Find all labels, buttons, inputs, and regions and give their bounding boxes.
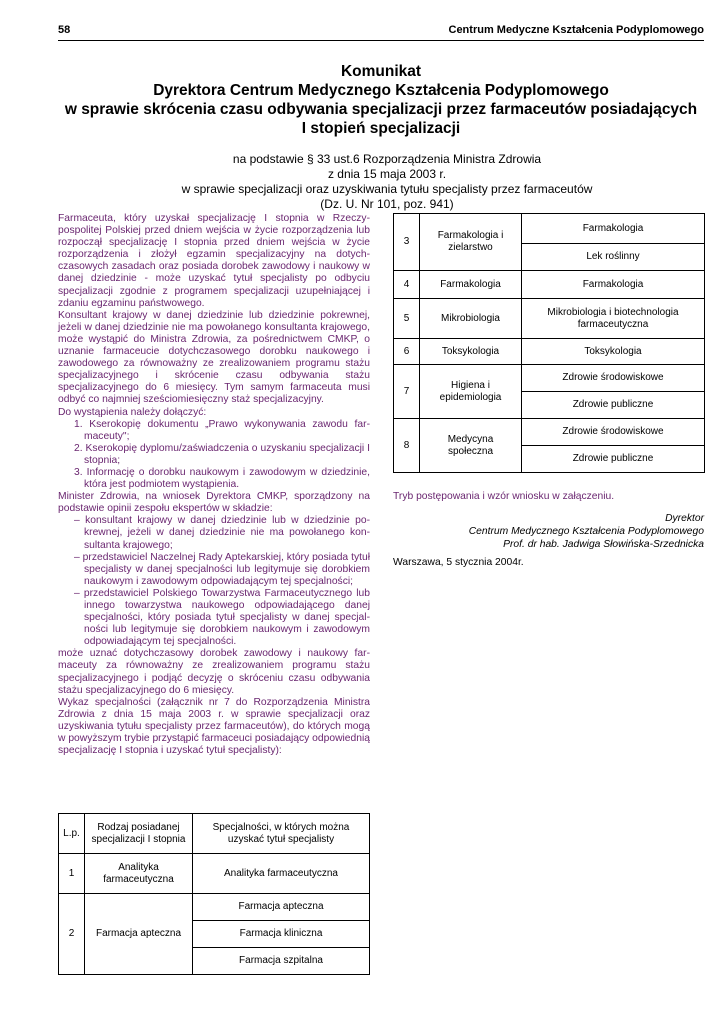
page-number: 58: [58, 24, 71, 36]
table-row: [394, 299, 705, 339]
row-lp: 1: [59, 854, 85, 894]
title-line-2: Dyrektora Centrum Medycznego Kształcenia Podyplomowego: [153, 82, 609, 99]
row-kind: Farmakologia: [420, 271, 522, 299]
row-lp: 6: [394, 339, 420, 365]
row-spec: Zdrowie środowiskowe: [522, 419, 705, 446]
table-row: [394, 365, 705, 392]
table-row: [59, 894, 370, 921]
running-header: Centrum Medyczne Kształcenia Podyplomowego: [448, 24, 704, 36]
row-spec: Farmacja apteczna: [193, 894, 370, 921]
table-row: [394, 339, 705, 365]
legal-line-2: z dnia 15 maja 2003 r.: [327, 167, 447, 181]
table-header-row: [59, 814, 370, 854]
header-lp: L.p.: [59, 814, 85, 854]
header-kind: Rodzaj posiadanej specjalizacji I stopnia: [85, 814, 193, 854]
table-row: [59, 854, 370, 894]
paragraph-consultant: Konsultant krajowy w danej dziedzinie lub dziedzinie pokrewnej, jeżeli w danej dziedzinie nie ma powołanego konsultanta krajowego, może wystąpić do Ministra Zdrowia, za pośrednictwem CMKP, o uznanie farmaceucie dotychczasowego dorobku naukowego i zawodowego za równoważny ze zrealizowaniem programu stażu specjalizacyjnego i skrócenie czasu odbywania stażu specjalizacyjnego do 6 miesięcy. Tym samym farmaceuta musi odbyć co najmniej sześciomiesięczny staż specjalizacyjny.: [58, 309, 370, 406]
title-line-1: Komunikat: [340, 63, 422, 80]
row-lp: 8: [394, 419, 420, 473]
attachment-item-1: 1. Kserokopię dokumentu „Prawo wykonywania zawodu farmaceuty";: [74, 418, 370, 442]
table-row: [394, 214, 705, 244]
signature-role: Dyrektor: [665, 513, 704, 524]
signature-name: Prof. dr hab. Jadwiga Słowińska-Srzednicka: [503, 539, 704, 550]
row-spec: Farmacja szpitalna: [193, 948, 370, 975]
row-lp: 5: [394, 299, 420, 339]
row-spec: Zdrowie środowiskowe: [522, 365, 705, 392]
paragraph-minister: Minister Zdrowia, na wniosek Dyrektora CMKP, sporządzony na podstawie opinii zespołu ekspertów w składzie:: [58, 491, 370, 515]
table-row: [394, 271, 705, 299]
row-spec: Zdrowie publiczne: [522, 446, 705, 473]
row-kind: Higiena i epidemiologia: [420, 365, 522, 419]
row-lp: 3: [394, 214, 420, 271]
specialty-table-part-2: [393, 213, 705, 473]
attachment-item-3: 3. Informację o dorobku naukowym i zawodowym w dziedzinie, która jest podmiotem wystąpienia.: [74, 466, 370, 491]
row-spec: Lek roślinny: [522, 244, 705, 271]
row-lp: 4: [394, 271, 420, 299]
row-kind: Toksykologia: [420, 339, 522, 365]
place-date: Warszawa, 5 stycznia 2004r.: [393, 557, 524, 568]
table-row: [394, 419, 705, 446]
specialty-table-part-1: [58, 813, 370, 975]
header-specs: Specjalności, w których można uzyskać tytuł specjalisty: [193, 814, 370, 854]
row-kind: Farmacja apteczna: [85, 894, 193, 975]
signature-organization: Centrum Medycznego Kształcenia Podyplomowego: [468, 526, 704, 537]
header-rule: [58, 40, 704, 41]
row-kind: Analityka farmaceutyczna: [85, 854, 193, 894]
row-lp: 2: [59, 894, 85, 975]
row-kind: Medycyna społeczna: [420, 419, 522, 473]
expert-item-3: – przedstawiciel Polskiego Towarzystwa Farmaceutycznego lub innego towarzystwa naukowego odpowiadającego danej specjalności, który posiada tytuł specjalisty w danej specjalności lub legitymuje się dorobkiem naukowym i zawodowym odpowiadającym tej specjalności.: [74, 587, 370, 648]
paragraph-decision: może uznać dotychczasowy dorobek zawodowy i naukowy farmaceuty za równoważny ze zrealizowaniem programu stażu specjalizacyjnego i podjąć decyzję o skróceniu czasu odbywania stażu specjalizacyjnego do 6 miesięcy.: [58, 648, 370, 696]
row-kind: Mikrobiologia: [420, 299, 522, 339]
procedure-note: Tryb postępowania i wzór wniosku w załączeniu.: [393, 491, 615, 502]
legal-line-1: na podstawie § 33 ust.6 Rozporządzenia Ministra Zdrowia: [232, 152, 542, 166]
row-spec: Mikrobiologia i biotechnologia farmaceutyczna: [522, 299, 705, 339]
title-line-4: I stopień specjalizacji: [301, 120, 461, 137]
row-spec: Analityka farmaceutyczna: [193, 854, 370, 894]
body-column-left: [58, 213, 370, 757]
row-spec: Farmakologia: [522, 214, 705, 244]
row-spec: Farmacja kliniczna: [193, 921, 370, 948]
signature-block: [469, 512, 704, 551]
paragraph-eligibility: Farmaceuta, który uzyskał specjalizację I stopnia w Rzeczypospolitej Polskiej przed dniem wejścia w życie rozporządzenia lub rozpoczął specjalizację I stopnia przed dniem wejścia w życie rozporządzenia i złożył egzamin specjalizacyjny na dotychczasowych zasadach oraz posiada dorobek zawodowy i naukowy w danej dziedzinie - może uzyskać tytuł specjalisty po odbyciu specjalizacji zgodnie z programem specjalizacji uzupełniającej i zdaniu egzaminu państwowego.: [58, 213, 370, 309]
row-spec: Farmakologia: [522, 271, 705, 299]
legal-basis: [150, 152, 624, 212]
row-spec: Zdrowie publiczne: [522, 392, 705, 419]
expert-item-1: – konsultant krajowy w danej dziedzinie lub w dziedzinie pokrewnej, jeżeli w danej dziedzinie nie ma powołanego konsultanta krajowego;: [74, 515, 370, 551]
paragraph-attachments-intro: Do wystąpienia należy dołączyć:: [58, 406, 207, 418]
row-lp: 7: [394, 365, 420, 419]
title-line-3: w sprawie skrócenia czasu odbywania specjalizacji przez farmaceutów posiadających: [64, 101, 698, 118]
legal-line-4: (Dz. U. Nr 101, poz. 941): [320, 197, 454, 211]
row-spec: Toksykologia: [522, 339, 705, 365]
row-kind: Farmakologia i zielarstwo: [420, 214, 522, 271]
attachment-item-2: 2. Kserokopię dyplomu/zaświadczenia o uzyskaniu specjalizacji I stopnia;: [74, 442, 370, 466]
paragraph-list-intro: Wykaz specjalności (załącznik nr 7 do Rozporządzenia Ministra Zdrowia z dnia 15 maja 2003 r. w sprawie specjalizacji oraz uzyskiwania tytułu specjalisty przez farmaceutów), do których mogą w powyższym trybie przystąpić farmaceuci posiadający odpowiednią specjalizację I stopnia i uzyskać tytuł specjalisty):: [58, 696, 370, 757]
announcement-title: [58, 62, 704, 138]
expert-item-2: – przedstawiciel Naczelnej Rady Aptekarskiej, który posiada tytuł specjalisty w danej specjalności lub legitymuje się dorobkiem naukowym i zawodowym odpowiadającym tej specjalności;: [74, 551, 370, 587]
legal-line-3: w sprawie specjalizacji oraz uzyskiwania tytułu specjalisty przez farmaceutów: [181, 182, 593, 196]
